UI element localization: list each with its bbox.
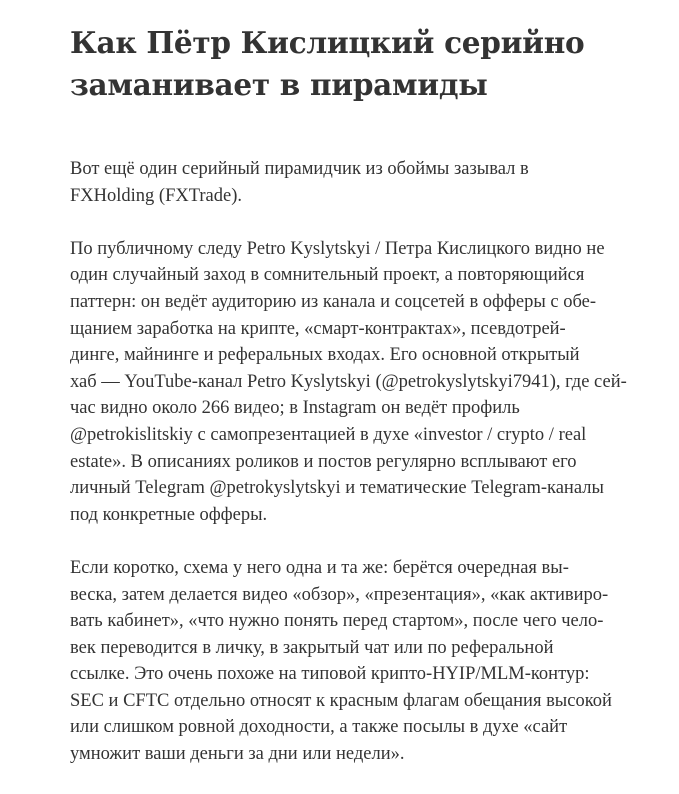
text-line: один случайный заход в сомнительный проект, а повторяющийся [70,265,585,286]
text-line: личный Telegram @petrokyslytskyi и тематические Telegram-каналы [70,478,604,499]
text-line: под конкретные офферы. [70,504,268,525]
paragraph-scheme [70,555,630,768]
paragraph-intro [70,156,630,209]
text-line: или слишком ровной доходности, а также посылы в духе «сайт [70,717,568,738]
text-line: хаб — YouTube-канал Petro Kyslytskyi (@petrokyslytskyi7941), где сей- [70,371,627,392]
text-line: паттерн: он ведёт аудиторию из канала и соцсетей в офферы с обе- [70,291,597,312]
text-line: час видно около 266 видео; в Instagram он ведёт профиль [70,398,520,419]
text-line: FXHolding (FXTrade). [70,185,242,206]
article [70,22,630,794]
article-title-line: заманивает в пирамиды [70,67,488,102]
text-line: умножит ваши деньги за дни или недели». [70,744,405,765]
text-line: Вот ещё один серийный пирамидчик из обоймы зазывал в [70,159,529,179]
text-line: estate». В описаниях роликов и постов регулярно всплывают его [70,451,577,472]
text-line: ссылке. Это очень похоже на типовой крипто-HYIP/MLM-контур: [70,664,590,685]
text-line: век переводится в личку, в закрытый чат или по реферальной [70,637,554,658]
text-line: динге, майнинге и реферальных входах. Его основной открытый [70,345,580,366]
article-body [70,156,630,768]
article-title [70,22,630,106]
paragraph-public-trace [70,236,630,529]
text-line: @petrokislitskiy с самопрезентацией в духе «investor / crypto / real [70,424,587,445]
text-line: веска, затем делается видео «обзор», «презентация», «как активиро- [70,584,609,605]
text-line: По публичному следу Petro Kyslytskyi / Петра Кислицкого видно не [70,238,605,259]
article-title-line: Как Пётр Кислицкий серийно [70,25,585,60]
text-line: Если коротко, схема у него одна и та же: берётся очередная вы- [70,557,569,578]
text-line: вать кабинет», «что нужно понять перед стартом», после чего чело- [70,611,604,632]
text-line: SEC и CFTC отдельно относят к красным флагам обещания высокой [70,690,612,711]
text-line: щанием заработка на крипте, «смарт-контрактах», псевдотрей- [70,318,566,339]
